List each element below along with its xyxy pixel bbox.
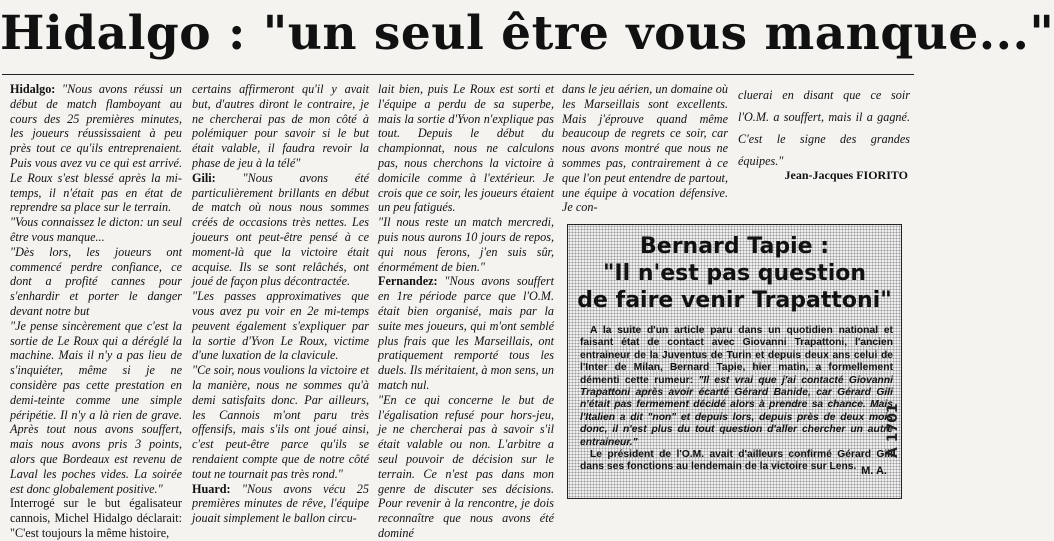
archive-stamp: A 1701 — [885, 403, 901, 458]
sidebar-box — [567, 224, 902, 499]
quote-text: certains affirmeront qu'il y avait but, d'autres diront le contraire, je ne chercherai pas de mon côté à polémiquer pour savoir si le but était valable, il faudra revoir la phase de jeu à la télé" — [192, 82, 369, 170]
quote-text: "Nous avons réussi un début de match flamboyant au cours des 25 premières minutes, les joueurs réussissaient à peu près tout ce qu'ils entreprenaient. Puis vous avez vu ce qui est arrivé. Le Roux s'est blessé après la mi-temps, il n'était pas en état de reprendre sa place sur le terrain. — [10, 82, 182, 215]
box-text: Le président de l'O.M. avait d'ailleurs confirmé Gérard Gili dans ses fonctions au lendemain de la victoire sur Lens. — [580, 449, 893, 473]
box-quote: "Il est vrai que j'ai contacté Giovanni Trapattoni après avoir écarté Gérard Banide, car Gérard Gili n'était pas fermement décidé alors à prendre sa chance. Mais l'Italien a dit "non" et depuis lors, depuis près de deux mois donc, il n'est plus du tout question d'aller chercher un autre entraineur." — [580, 374, 893, 448]
quote-text: dans le jeu aérien, un domaine où les Marseillais sont excellents. Mais j'éprouve quand même beaucoup de regrets ce soir, car nous avons montré que nous ne sommes pas, contrairement à ce que l'on peut entendre de partout, une équipe à vocation défensive. Je con- — [562, 82, 728, 215]
quote-text: "En ce qui concerne le but de l'égalisation refusé pour hors-jeu, je ne chercherai pas à savoir s'il était valable ou non. L'arbitre a seul pouvoir de décision sur le terrain. Ce n'est pas dans mon genre de discuter ses décisions. Pour revenir à la rencontre, je dois reconnaître que nous avons été dominé — [378, 392, 554, 540]
quote-text: "Vous connaissez le dicton: un seul être vous manque... — [10, 215, 182, 244]
article-column-5 — [738, 84, 910, 172]
article-column-1 — [10, 82, 182, 541]
article-column-3 — [378, 82, 554, 541]
box-title-line: de faire venir Trapattoni" — [577, 288, 892, 313]
quote-text: "Les passes approximatives que vous avez pu voir en 2e mi-temps peuvent également s'expliquer par la sortie d'Yvon Le Roux, victime d'une luxation de la clavicule. — [192, 289, 369, 363]
quote-text: lait bien, puis Le Roux est sorti et l'équipe a perdu de sa superbe, mais la sortie d'Yvon n'explique pas tout. Depuis le début du championnat, nous ne calculons pas, nous cherchons la victoire à domicile comme à l'extérieur. Je crois que ce soir, les joueurs étaient un peu fatigués. — [378, 82, 554, 215]
box-body — [580, 325, 893, 474]
article-column-2 — [192, 82, 369, 526]
quote-text: "Il nous reste un match mercredi, puis nous aurons 10 jours de repos, qui nous ferons, j'en suis sûr, énormément de bien." — [378, 215, 554, 274]
quote-text: "Dès lors, les joueurs ont commencé perdre confiance, ce dont a profité cannes pour s'enhardir et porter le danger devant notre but — [10, 244, 182, 318]
speaker-label: Huard: — [192, 481, 231, 496]
quote-text: "Nous avons été particulièrement brillants en début de match où nous nous sommes créés de occasions très nettes. Les joueurs ont peut-être pensé à ce moment-là que la victoire était acquise. Ils se sont relâchés, ont joué de façon plus décontractée. — [192, 170, 369, 289]
author-signature: Jean-Jacques FIORITO — [784, 168, 908, 182]
quote-text: "Ce soir, nous voulions la victoire et la manière, nous ne sommes qu'à demi satisfaits donc. Par ailleurs, les Cannois m'ont paru très offensifs, mais s'ils ont joué ainsi, c'est peut-être parce qu'ils se rendaient compte que de notre côté tout ne tournait pas très rond." — [192, 363, 369, 481]
speaker-label: Gili: — [192, 170, 216, 185]
article-column-4 — [562, 82, 728, 215]
box-text: A la suite d'un article paru dans un quotidien national et faisant état de contact avec Giovanni Trapattoni, l'ancien entraineur de la Juventus de Turin et depuis deux ans celui de l'Inter de Milan, Bernard Tapie, hier matin, a formellement démenti cette rumeur: — [580, 325, 893, 386]
box-title-line: Bernard Tapie : — [640, 234, 829, 259]
speaker-label: Fernandez: — [378, 274, 438, 289]
quote-text: "Nous avons vécu 25 premières minutes de rêve, l'équipe jouait simplement le ballon circu- — [192, 481, 369, 526]
headline: Hidalgo : "un seul être vous manque..." — [0, 6, 1054, 61]
body-text: Interrogé sur le but égalisateur cannois, Michel Hidalgo déclarait: "C'est toujours la même histoire, — [10, 496, 182, 540]
quote-text: "Je pense sincèrement que c'est la sortie de Le Roux qui a déréglé la machine. Mais il n'y a pas lieu de s'inquiéter, même si je ne considère pas cette prestation en demi-teinte comme une simple péripétie. Il n'y a là rien de grave. Après tout nous avons souffert, mais nous avons pris 3 points, alors que Bordeaux est revenu de Laval les poches vides. La soirée est donc globalement positive." — [10, 318, 182, 496]
quote-text: "Nous avons souffert en 1re période parce que l'O.M. était bien organisé, mais par la suite mes joueurs, qui m'ont semblé plus frais que les Marseillais, ont pratiquement remporté tous les duels. Ils méritaient, à mon sens, un match nul. — [378, 274, 554, 392]
box-title-line: "Il n'est pas question — [602, 261, 867, 286]
headline-rule — [2, 74, 914, 75]
speaker-label: Hidalgo: — [10, 82, 56, 96]
box-title — [568, 233, 901, 314]
box-signature: M. A. — [861, 465, 887, 477]
quote-text: cluerai en disant que ce soir l'O.M. a souffert, mais il a gagné. C'est le signe des grandes équipes." — [738, 88, 910, 168]
